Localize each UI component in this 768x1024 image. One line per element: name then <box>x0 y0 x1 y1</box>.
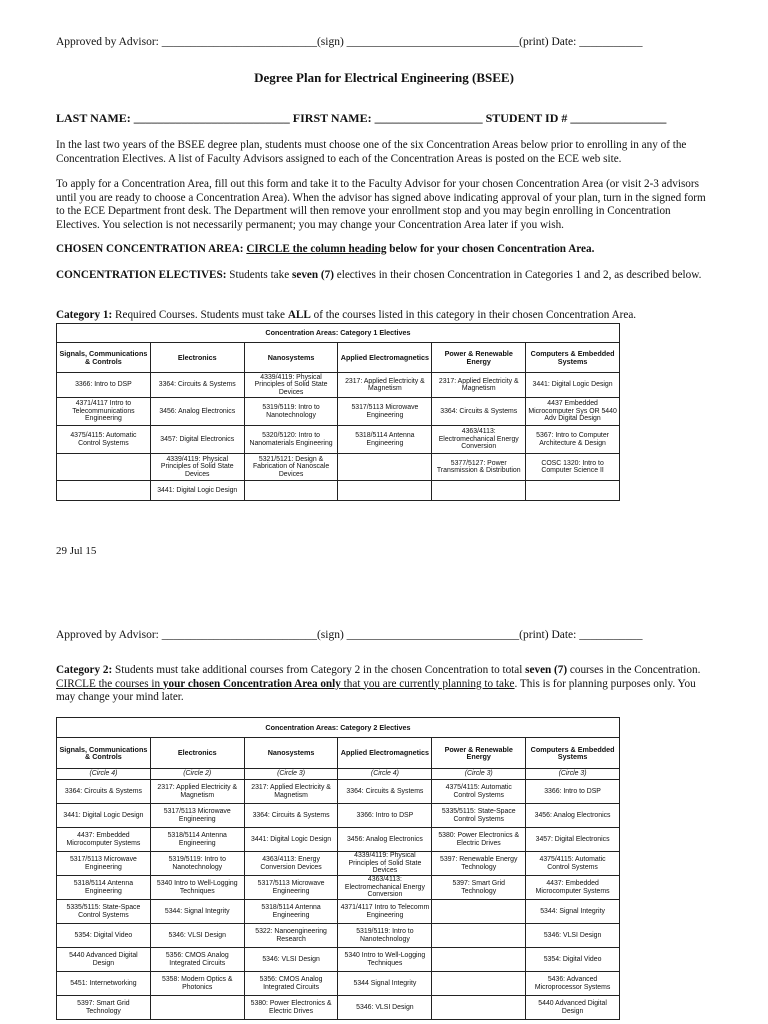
table-cell: 5377/5127: Power Transmission & Distribution <box>432 454 526 481</box>
table-cell: 5346: VLSI Design <box>526 924 620 948</box>
table-cell: 5317/5113 Microwave Engineering <box>338 398 432 426</box>
table-caption: Concentration Areas: Category 2 Electives <box>57 718 620 738</box>
table-cell: 4437: Embedded Microcomputer Systems <box>57 828 151 852</box>
table-row <box>57 876 620 900</box>
table-cell: 5440 Advanced Digital Design <box>57 948 151 972</box>
table-row <box>57 972 620 996</box>
table-caption: Concentration Areas: Category 1 Electives <box>57 324 620 343</box>
table-cell <box>432 948 526 972</box>
table-row <box>57 454 620 481</box>
document-title: Degree Plan for Electrical Engineering (BSEE) <box>254 70 514 85</box>
circle-count: (Circle 4) <box>57 769 151 780</box>
table-cell: 5319/5119: Intro to Nanotechnology <box>150 852 244 876</box>
circle-count: (Circle 3) <box>432 769 526 780</box>
table-cell: 5397: Smart Grid Technology <box>432 876 526 900</box>
table-cell: 5344 Signal Integrity <box>338 972 432 996</box>
table-cell: 5344: Signal Integrity <box>526 900 620 924</box>
student-name-fields[interactable]: LAST NAME: __________________________ FIRST NAME: __________________ STUDENT ID # ________________ <box>56 111 667 125</box>
table-cell: 3364: Circuits & Systems <box>57 780 151 804</box>
table-cell: 3364: Circuits & Systems <box>244 804 338 828</box>
table-cell: 4339/4119: Physical Principles of Solid State Devices <box>244 373 338 398</box>
table-cell: 5317/5113 Microwave Engineering <box>150 804 244 828</box>
table-cell: 3441: Digital Logic Design <box>526 373 620 398</box>
table-cell: 5451: Internetworking <box>57 972 151 996</box>
table-row <box>57 398 620 426</box>
column-header: Applied Electromagnetics <box>338 343 432 373</box>
advisor-approval-line-page2[interactable]: Approved by Advisor: ___________________________(sign) ______________________________(print) Date: ___________ <box>56 629 643 641</box>
circle-count: (Circle 3) <box>244 769 338 780</box>
table-cell: 3441: Digital Logic Design <box>244 828 338 852</box>
circle-count: (Circle 4) <box>338 769 432 780</box>
table-cell: 5322: Nanoengineering Research <box>244 924 338 948</box>
table-cell: 5319/5119: Intro to Nanotechnology <box>244 398 338 426</box>
table-cell <box>432 924 526 948</box>
table-cell <box>432 996 526 1020</box>
table-row <box>57 948 620 972</box>
column-header: Computers & Embedded Systems <box>526 343 620 373</box>
table-cell: 5356: CMOS Analog Integrated Circuits <box>150 948 244 972</box>
table-cell: 3364: Circuits & Systems <box>338 780 432 804</box>
category-2-table <box>56 717 620 1020</box>
table-cell: 5320/5120: Intro to Nanomaterials Engineering <box>244 426 338 454</box>
table-cell <box>432 972 526 996</box>
table-cell: 5318/5114 Antenna Engineering <box>57 876 151 900</box>
table-cell: 4339/4119: Physical Principles of Solid State Devices <box>150 454 244 481</box>
category-1-table <box>56 323 620 501</box>
table-cell: 5346: VLSI Design <box>244 948 338 972</box>
column-header: Electronics <box>150 343 244 373</box>
table-row <box>57 900 620 924</box>
table-cell: 5354: Digital Video <box>526 948 620 972</box>
table-cell: 3366: Intro to DSP <box>57 373 151 398</box>
table-cell: 3441: Digital Logic Design <box>57 804 151 828</box>
table-row <box>57 828 620 852</box>
advisor-approval-line[interactable]: Approved by Advisor: ___________________________(sign) ______________________________(print) Date: ___________ <box>56 36 643 48</box>
table-row <box>57 481 620 501</box>
table-cell: 5397: Smart Grid Technology <box>57 996 151 1020</box>
circle-count: (Circle 2) <box>150 769 244 780</box>
table-cell: 5335/5115: State-Space Control Systems <box>432 804 526 828</box>
table-cell: 3457: Digital Electronics <box>150 426 244 454</box>
table-cell: 4375/4115: Automatic Control Systems <box>432 780 526 804</box>
column-header: Applied Electromagnetics <box>338 738 432 769</box>
table-cell: 5318/5114 Antenna Engineering <box>244 900 338 924</box>
table-cell: 5440 Advanced Digital Design <box>526 996 620 1020</box>
table-cell: 3457: Digital Electronics <box>526 828 620 852</box>
table-row <box>57 852 620 876</box>
column-header: Power & Renewable Energy <box>432 738 526 769</box>
table-cell: 5317/5113 Microwave Engineering <box>57 852 151 876</box>
table-row <box>57 426 620 454</box>
table-cell: 4363/4113: Electromechanical Energy Conversion <box>432 426 526 454</box>
table-cell: 5340 Intro to Well-Logging Techniques <box>338 948 432 972</box>
table-cell <box>57 481 151 501</box>
table-cell: 4437: Embedded Microcomputer Systems <box>526 876 620 900</box>
column-header: Nanosystems <box>244 738 338 769</box>
table-cell: 5354: Digital Video <box>57 924 151 948</box>
category-2-description: Category 2: Students must take additional courses from Category 2 in the chosen Concentration to total seven (7) courses in the Concentration. CIRCLE the courses in your chosen Concentration Area only that you are currently planning to take. This is for planning purposes only. You may change your mind later. <box>56 664 701 703</box>
table-cell: 5397: Renewable Energy Technology <box>432 852 526 876</box>
table-cell: 2317: Applied Electricity & Magnetism <box>150 780 244 804</box>
table-cell: 3366: Intro to DSP <box>526 780 620 804</box>
table-cell: 5340 Intro to Well-Logging Techniques <box>150 876 244 900</box>
table-cell: 5321/5121: Design & Fabrication of Nanoscale Devices <box>244 454 338 481</box>
table-cell: 3456: Analog Electronics <box>526 804 620 828</box>
table-cell: COSC 1320: Intro to Computer Science II <box>526 454 620 481</box>
column-header: Signals, Communications & Controls <box>57 343 151 373</box>
table-cell: 2317: Applied Electricity & Magnetism <box>338 373 432 398</box>
table-cell: 5358: Modern Optics & Photonics <box>150 972 244 996</box>
table-cell: 5356: CMOS Analog Integrated Circuits <box>244 972 338 996</box>
table-cell: 2317: Applied Electricity & Magnetism <box>432 373 526 398</box>
table-cell: 5335/5115: State-Space Control Systems <box>57 900 151 924</box>
table-cell: 3456: Analog Electronics <box>338 828 432 852</box>
table-cell: 4375/4115: Automatic Control Systems <box>526 852 620 876</box>
table-cell: 5317/5113 Microwave Engineering <box>244 876 338 900</box>
table-cell: 3366: Intro to DSP <box>338 804 432 828</box>
column-header: Nanosystems <box>244 343 338 373</box>
intro-paragraph: In the last two years of the BSEE degree plan, students must choose one of the six Concentration Areas below prior to enrolling in any of the Concentration Electives. A list of Faculty Advisors assigned to each of the Concentration Areas is posted on the ECE web site. <box>56 139 687 165</box>
table-cell: 5319/5119: Intro to Nanotechnology <box>338 924 432 948</box>
table-cell <box>526 481 620 501</box>
table-cell <box>150 996 244 1020</box>
table-cell: 3364: Circuits & Systems <box>150 373 244 398</box>
table-cell: 4437 Embedded Microcomputer Sys OR 5440 Adv Digital Design <box>526 398 620 426</box>
chosen-concentration-line: CHOSEN CONCENTRATION AREA: CIRCLE the column heading below for your chosen Concentration Area. <box>56 243 595 255</box>
table-cell: 5318/5114 Antenna Engineering <box>338 426 432 454</box>
instructions-paragraph: To apply for a Concentration Area, fill out this form and take it to the Faculty Advisor for your chosen Concentration Area (or visit 2-3 advisors until you are ready to choose a Concentration Area). When the advisor has signed above indicating approval of your plan, turn in the signed form to the ECE Department front desk. The Department will then remove your enrollment stop and you may begin enrolling in Concentration Electives. You selection is not necessarily permanent; you may change your Concentration Area later if you wish. <box>56 178 706 231</box>
table-cell <box>432 481 526 501</box>
table-row <box>57 373 620 398</box>
table-cell: 3441: Digital Logic Design <box>150 481 244 501</box>
column-header: Electronics <box>150 738 244 769</box>
table-cell: 5380: Power Electronics & Electric Drives <box>244 996 338 1020</box>
table-cell: 3364: Circuits & Systems <box>432 398 526 426</box>
table-cell: 5318/5114 Antenna Engineering <box>150 828 244 852</box>
table-cell: 5344: Signal Integrity <box>150 900 244 924</box>
circle-count: (Circle 3) <box>526 769 620 780</box>
table-row <box>57 780 620 804</box>
table-cell: 5380: Power Electronics & Electric Drives <box>432 828 526 852</box>
table-cell <box>432 900 526 924</box>
category-1-description: Category 1: Required Courses. Students must take ALL of the courses listed in this category in their chosen Concentration Area. <box>56 309 637 321</box>
table-cell <box>338 481 432 501</box>
table-row <box>57 924 620 948</box>
table-cell: 4363/4113: Electromechanical Energy Conversion <box>338 876 432 900</box>
column-header: Power & Renewable Energy <box>432 343 526 373</box>
table-cell: 5346: VLSI Design <box>150 924 244 948</box>
table-cell: 2317: Applied Electricity & Magnetism <box>244 780 338 804</box>
table-cell: 5436: Advanced Microprocessor Systems <box>526 972 620 996</box>
table-cell: 4363/4113: Energy Conversion Devices <box>244 852 338 876</box>
document-date: 29 Jul 15 <box>56 545 97 557</box>
table-cell: 5346: VLSI Design <box>338 996 432 1020</box>
column-header: Computers & Embedded Systems <box>526 738 620 769</box>
table-cell: 3456: Analog Electronics <box>150 398 244 426</box>
table-row <box>57 996 620 1020</box>
table-cell: 4375/4115: Automatic Control Systems <box>57 426 151 454</box>
column-header: Signals, Communications & Controls <box>57 738 151 769</box>
table-cell: 4339/4119: Physical Principles of Solid State Devices <box>338 852 432 876</box>
table-cell: 4371/4117 Intro to Telecommunications Engineering <box>57 398 151 426</box>
table-cell <box>57 454 151 481</box>
table-row <box>57 804 620 828</box>
concentration-electives-paragraph: CONCENTRATION ELECTIVES: Students take seven (7) electives in their chosen Concentration in Categories 1 and 2, as described below. <box>56 269 702 281</box>
table-cell: 5367: Intro to Computer Architecture & Design <box>526 426 620 454</box>
table-cell <box>244 481 338 501</box>
table-cell <box>338 454 432 481</box>
table-cell: 4371/4117 Intro to Telecomm Engineering <box>338 900 432 924</box>
